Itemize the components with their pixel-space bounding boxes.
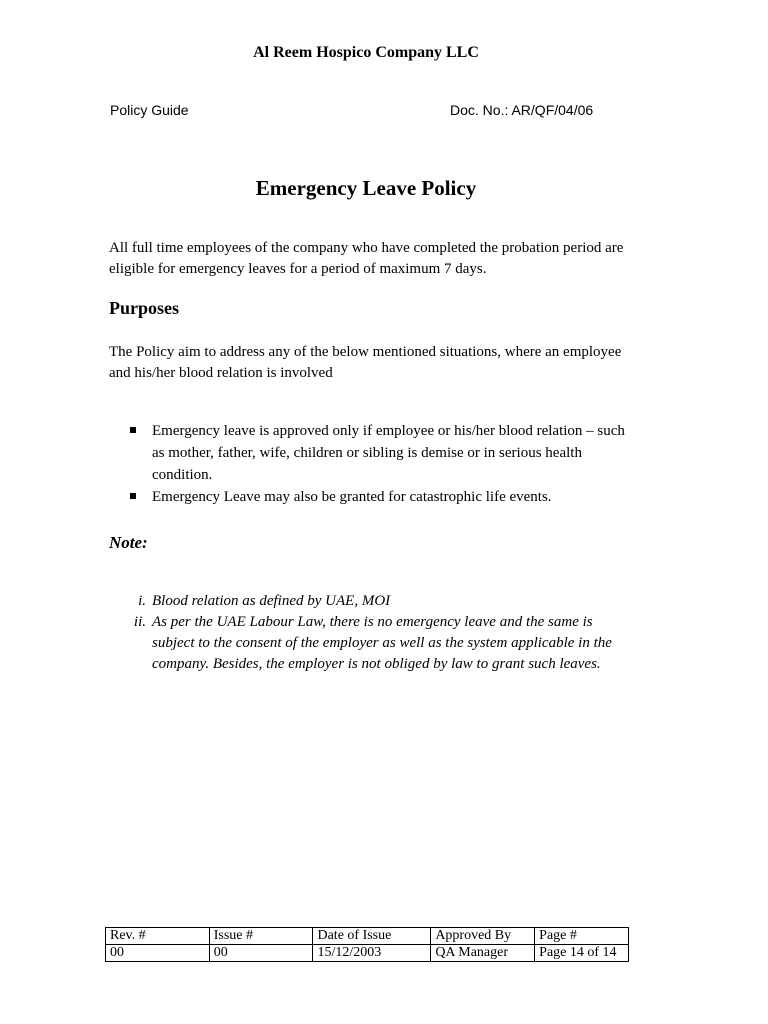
note-item (118, 612, 638, 675)
document-control-table (105, 927, 629, 962)
company-name: Al Reem Hospico Company LLC (253, 44, 479, 61)
intro-paragraph: All full time employees of the company who have completed the probation period are eligible for emergency leaves for a period of maximum 7 days. (109, 240, 624, 277)
bullet-item (130, 486, 630, 508)
note-heading: Note: (109, 533, 148, 552)
square-bullet-icon (130, 493, 136, 499)
note-list (118, 591, 638, 675)
issue-value: 00 (209, 945, 313, 962)
note-number: ii. (133, 614, 146, 630)
approved-by-header: Approved By (431, 928, 535, 945)
purposes-bullet-list (130, 420, 630, 508)
policy-guide-label: Policy Guide (110, 102, 189, 118)
purposes-paragraph: The Policy aim to address any of the below mentioned situations, where an employee and his/her blood relation is involved (109, 344, 622, 381)
rev-header: Rev. # (106, 928, 210, 945)
note-text: As per the UAE Labour Law, there is no emergency leave and the same is subject to the consent of the employer as well as the system applicable in the company. Besides, the employer is not obliged by law to grant such leaves. (152, 614, 612, 672)
square-bullet-icon (130, 427, 136, 433)
issue-header: Issue # (209, 928, 313, 945)
note-text: Blood relation as defined by UAE, MOI (152, 593, 391, 609)
bullet-text: Emergency Leave may also be granted for catastrophic life events. (152, 489, 552, 505)
date-header: Date of Issue (313, 928, 431, 945)
page-header: Page # (535, 928, 629, 945)
table-row (106, 945, 629, 962)
table-header-row (106, 928, 629, 945)
page-title: Emergency Leave Policy (255, 176, 477, 200)
date-value: 15/12/2003 (313, 945, 431, 962)
note-number: i. (138, 593, 146, 609)
page-value: Page 14 of 14 (535, 945, 629, 962)
bullet-item (130, 420, 630, 486)
note-item (118, 591, 638, 612)
document-number: Doc. No.: AR/QF/04/06 (450, 102, 594, 118)
approved-by-value: QA Manager (431, 945, 535, 962)
bullet-text: Emergency leave is approved only if employee or his/her blood relation – such as mother, father, wife, children or sibling is demise or in serious health condition. (152, 423, 625, 483)
rev-value: 00 (106, 945, 210, 962)
purposes-heading: Purposes (109, 298, 180, 318)
